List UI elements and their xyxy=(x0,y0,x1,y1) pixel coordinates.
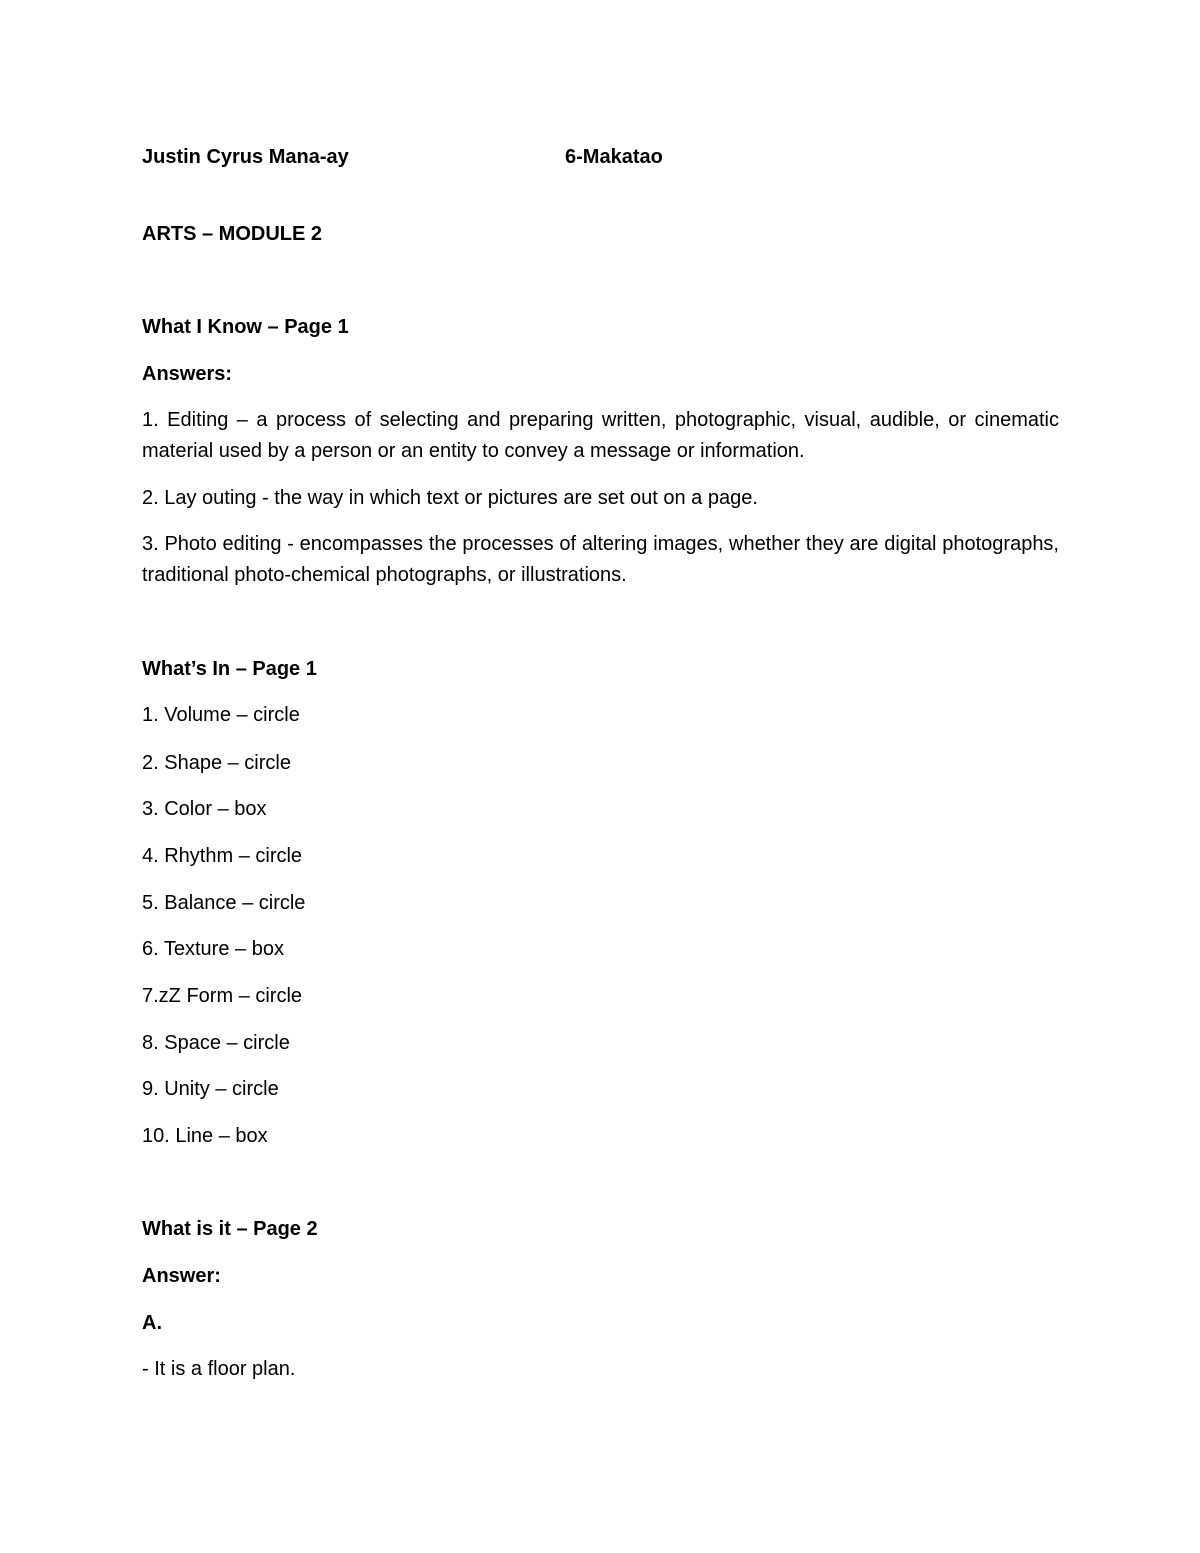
list-item: 9. Unity – circle xyxy=(142,1078,279,1100)
subject-title: ARTS – MODULE 2 xyxy=(142,223,323,245)
answer-item-1: 1. Editing – a process of selecting and preparing written, photographic, visual, audible, or cinematic material used by a person or an entity to convey a message or information. xyxy=(142,409,1059,462)
answer-label: Answer: xyxy=(142,1265,221,1287)
list-item: 6. Texture – box xyxy=(142,938,284,960)
list-item: - It is a floor plan. xyxy=(142,1358,296,1380)
list-item: 8. Space – circle xyxy=(142,1032,290,1054)
list-item: 4. Rhythm – circle xyxy=(142,845,303,867)
what-is-it-heading: What is it – Page 2 xyxy=(142,1218,318,1240)
whats-in-heading: What’s In – Page 1 xyxy=(142,658,317,680)
list-item: 1. Volume – circle xyxy=(142,704,300,726)
list-item: 5. Balance – circle xyxy=(142,892,306,914)
list-item: 2. Shape – circle xyxy=(142,752,291,774)
list-item: 10. Line – box xyxy=(142,1125,268,1147)
answer-item-3: 3. Photo editing - encompasses the processes of altering images, whether they are digital photographs, traditional photo-chemical photographs, or illustrations. xyxy=(142,533,1059,586)
what-i-know-heading: What I Know – Page 1 xyxy=(142,316,349,338)
list-item: 3. Color – box xyxy=(142,798,267,820)
answers-label: Answers: xyxy=(142,363,233,385)
part-label: A. xyxy=(142,1312,162,1334)
list-item: 7.zZ Form – circle xyxy=(142,985,303,1007)
student-name: Justin Cyrus Mana-ay xyxy=(142,146,349,168)
answer-item-2: 2. Lay outing - the way in which text or pictures are set out on a page. xyxy=(142,487,758,509)
class-section: 6-Makatao xyxy=(565,146,663,168)
